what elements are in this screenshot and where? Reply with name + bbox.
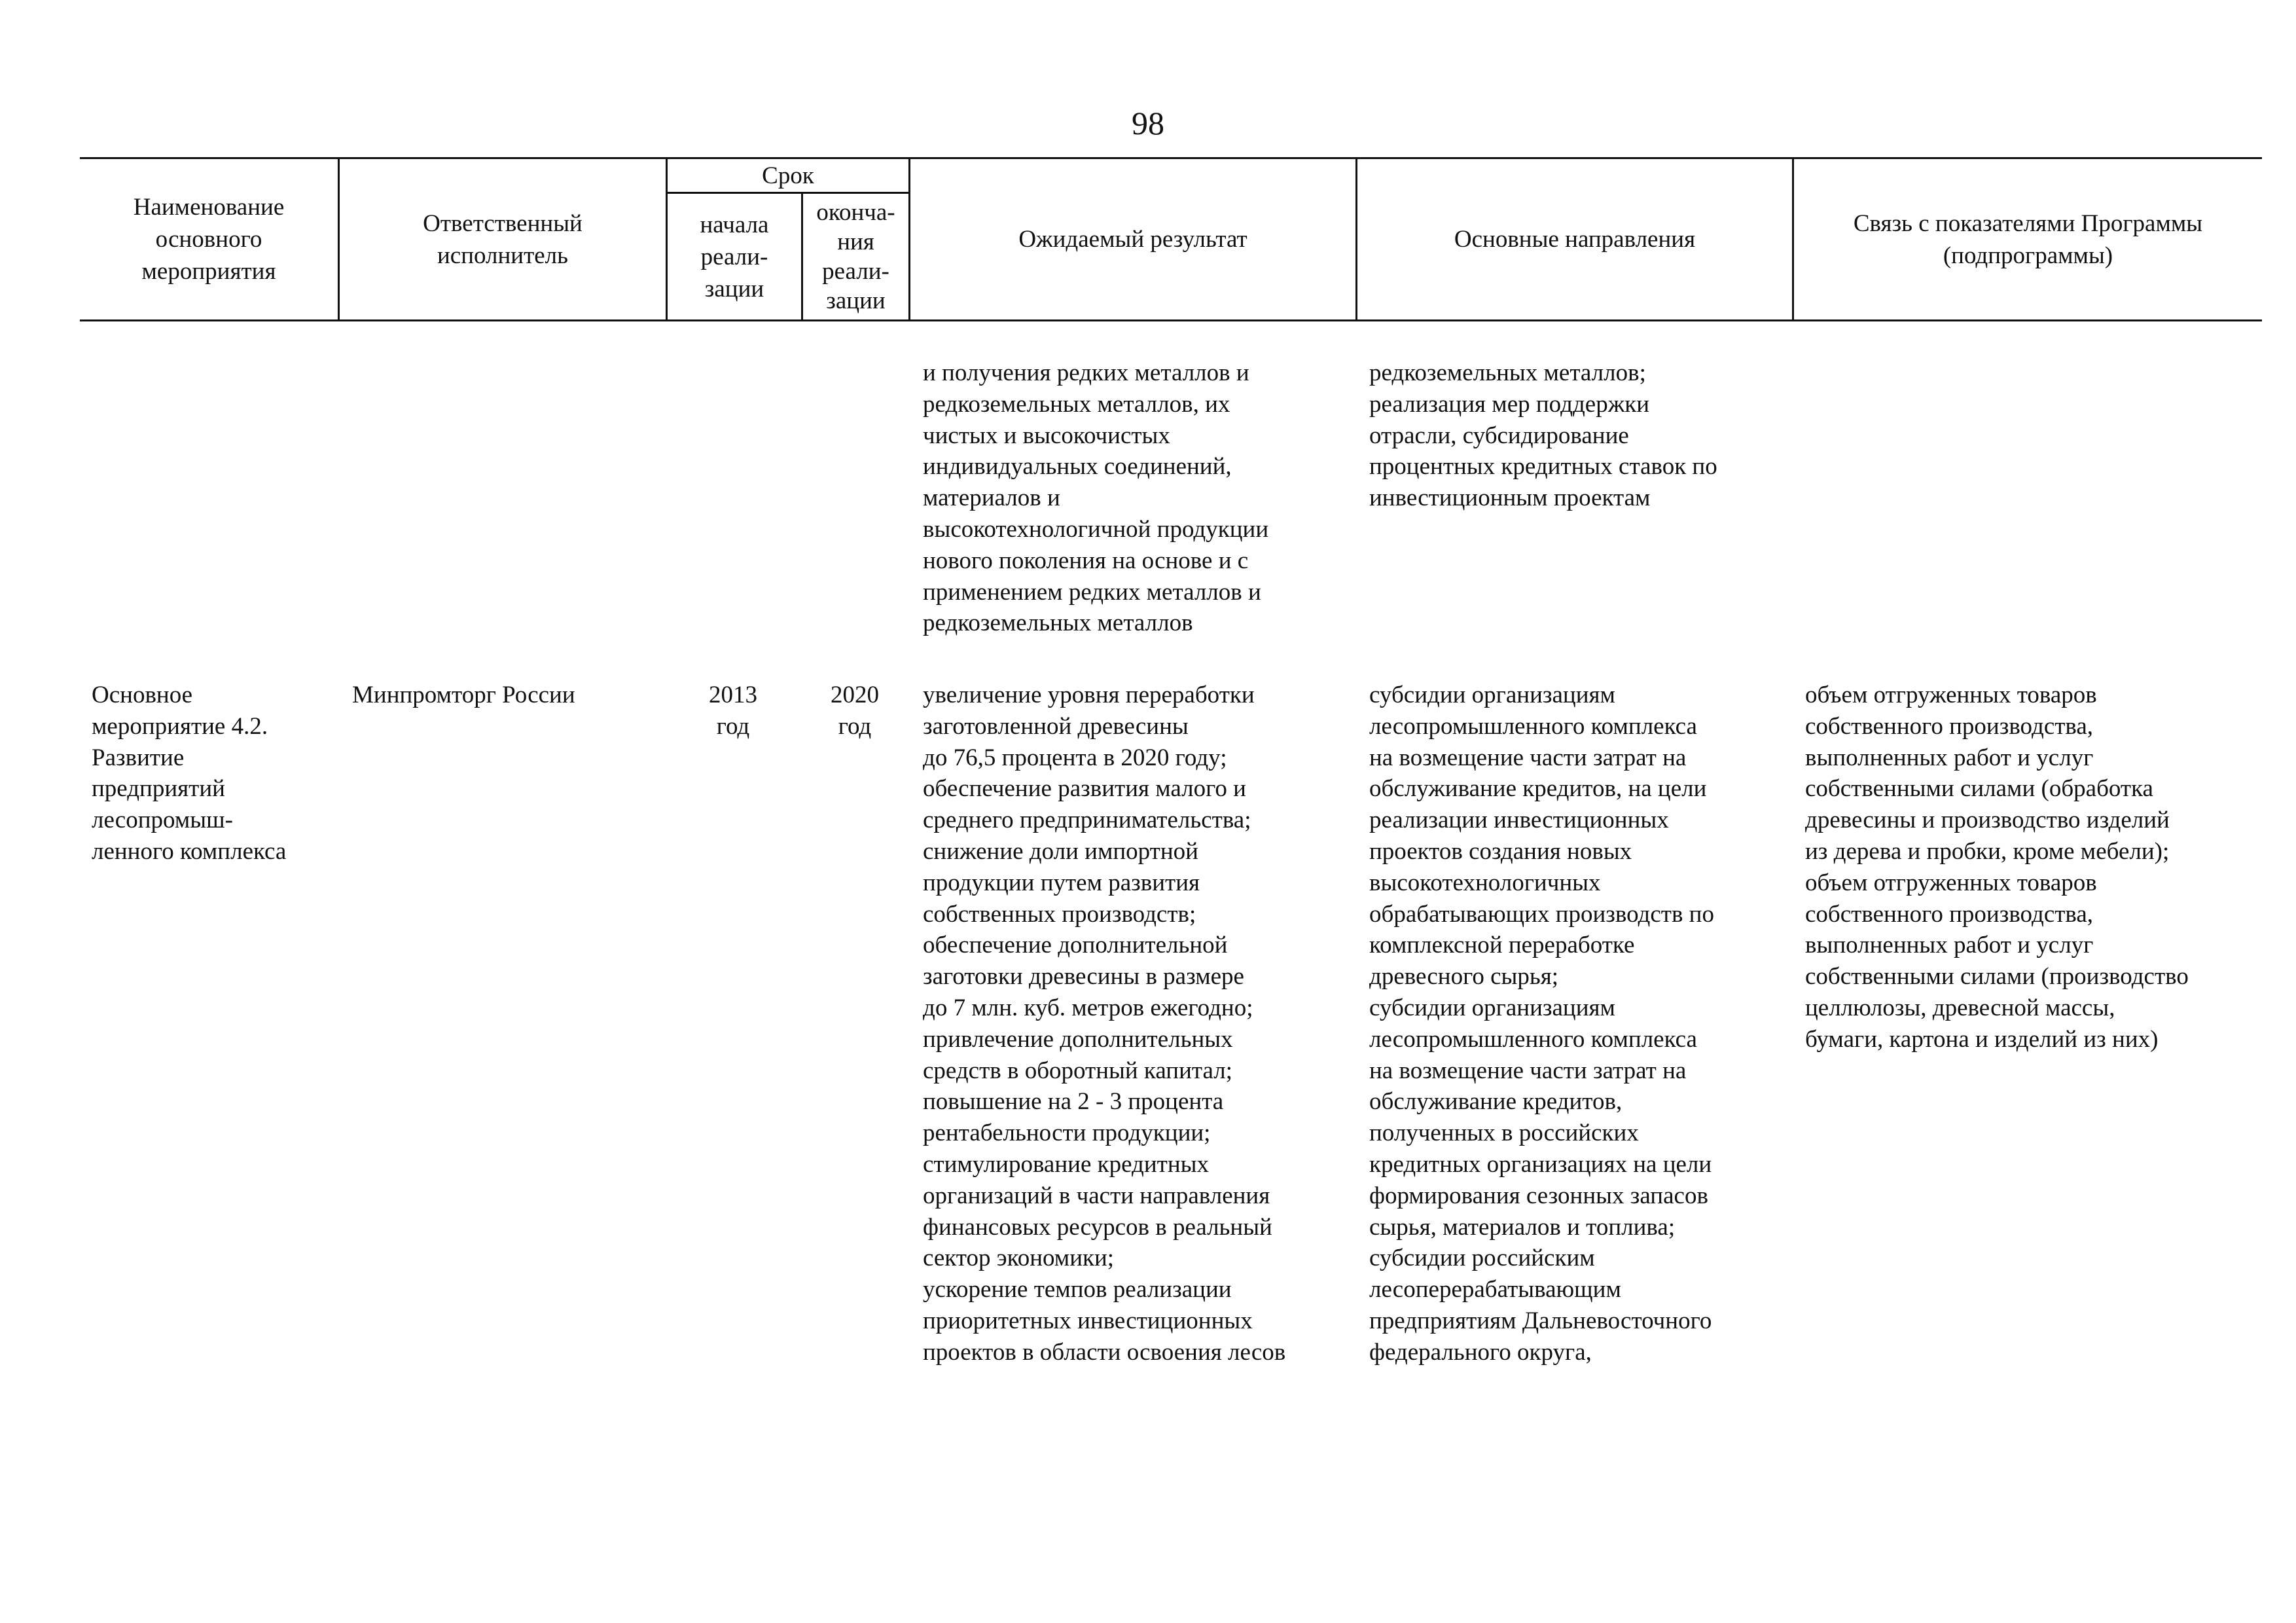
text-line: объем отгруженных товаров bbox=[1805, 869, 2097, 896]
text-line: проектов создания новых bbox=[1369, 837, 1632, 865]
text-line: привлечение дополнительных bbox=[923, 1025, 1233, 1053]
header-link-line: Связь с показателями Программы bbox=[1853, 210, 2203, 237]
text-line: рентабельности продукции; bbox=[923, 1120, 1211, 1147]
header-directions-label: Основные направления bbox=[1454, 226, 1696, 253]
text-line: обеспечение дополнительной bbox=[923, 932, 1228, 959]
text-line: объем отгруженных товаров bbox=[1805, 682, 2097, 708]
text-line: отрасли, субсидирование bbox=[1369, 422, 1629, 449]
text-line: собственного производства, bbox=[1805, 900, 2094, 928]
table-header-bottom-rule bbox=[80, 319, 2262, 321]
header-end-line: зации bbox=[826, 287, 886, 314]
header-name-line: Наименование bbox=[133, 194, 285, 221]
text-line: повышение на 2 - 3 процента bbox=[923, 1088, 1224, 1116]
text-line: редкоземельных металлов bbox=[923, 610, 1193, 637]
header-name-line: мероприятия bbox=[141, 258, 276, 285]
text-line: Развитие bbox=[92, 744, 185, 771]
row-4-2-end bbox=[804, 680, 906, 742]
row-4-2-link bbox=[1805, 680, 2189, 1055]
text-line: увеличение уровня переработки bbox=[923, 682, 1255, 708]
header-directions bbox=[1357, 159, 1792, 319]
header-start-line: зации bbox=[704, 275, 764, 302]
header-name-line: основного bbox=[155, 226, 262, 253]
text-line: редкоземельных металлов; bbox=[1369, 359, 1646, 386]
text-line: продукции путем развития bbox=[923, 869, 1200, 896]
text-line: древесины и производство изделий bbox=[1805, 807, 2170, 834]
text-line: до 76,5 процента в 2020 году; bbox=[923, 744, 1227, 771]
header-end-line: оконча- bbox=[816, 199, 895, 226]
page-number: 98 bbox=[1132, 105, 1164, 141]
row-4-2-result bbox=[923, 680, 1285, 1368]
header-executor-line: Ответственный bbox=[423, 210, 583, 237]
text-line: приоритетных инвестиционных bbox=[923, 1307, 1253, 1334]
text-line: чистых и высокочистых bbox=[923, 422, 1170, 449]
text-line: заготовки древесины в размере bbox=[923, 963, 1244, 991]
text-line: ускорение темпов реализации bbox=[923, 1276, 1232, 1304]
header-end-line: реали- bbox=[822, 258, 889, 285]
text-line: собственных производств; bbox=[923, 900, 1196, 928]
text-line: древесного сырья; bbox=[1369, 963, 1559, 991]
text-line: реализации инвестиционных bbox=[1369, 807, 1669, 834]
text-line: субсидии российским bbox=[1369, 1245, 1595, 1272]
text-line: ленного комплекса bbox=[92, 837, 287, 865]
text-line: из дерева и пробки, кроме мебели); bbox=[1805, 837, 2170, 865]
text-line: стимулирование кредитных bbox=[923, 1150, 1209, 1178]
text-line: нового поколения на основе и с bbox=[923, 547, 1249, 574]
header-start-line: начала bbox=[700, 211, 769, 238]
header-start bbox=[668, 194, 801, 319]
text-line: собственными силами (производство bbox=[1805, 963, 2189, 991]
text-line: выполненных работ и услуг bbox=[1805, 744, 2094, 771]
text-line: высокотехнологичной продукции bbox=[923, 515, 1269, 543]
text-line: индивидуальных соединений, bbox=[923, 453, 1232, 481]
text-line: обслуживание кредитов, на цели bbox=[1369, 775, 1707, 803]
text-line: финансовых ресурсов в реальный bbox=[923, 1213, 1272, 1241]
text-line: бумаги, картона и изделий из них) bbox=[1805, 1025, 2159, 1053]
row-4-2-start bbox=[681, 680, 785, 742]
header-result-label: Ожидаемый результат bbox=[1018, 226, 1247, 253]
row-4-2-executor bbox=[352, 680, 575, 711]
header-name bbox=[80, 159, 338, 319]
text-line: проектов в области освоения лесов bbox=[923, 1338, 1286, 1366]
text-line: лесоперерабатывающим bbox=[1369, 1276, 1621, 1304]
row-4-2-name bbox=[92, 680, 286, 867]
text-line: целлюлозы, древесной массы, bbox=[1805, 994, 2115, 1021]
text-line: лесопромышленного комплекса bbox=[1369, 712, 1697, 740]
text-line: формирования сезонных запасов bbox=[1369, 1182, 1708, 1209]
text-line: средств в оборотный капитал; bbox=[923, 1057, 1232, 1084]
text-line: на возмещение части затрат на bbox=[1369, 1057, 1687, 1084]
text-line: обеспечение развития малого и bbox=[923, 775, 1246, 803]
text-line: федерального округа, bbox=[1369, 1338, 1592, 1366]
text-line: среднего предпринимательства; bbox=[923, 807, 1251, 834]
text-line: на возмещение части затрат на bbox=[1369, 744, 1687, 771]
text-line: инвестиционным проектам bbox=[1369, 484, 1651, 512]
text-line: до 7 млн. куб. метров ежегодно; bbox=[923, 994, 1253, 1021]
text-line: предприятий bbox=[92, 775, 225, 803]
text-line: редкоземельных металлов, их bbox=[923, 390, 1230, 418]
text-line: лесопромышленного комплекса bbox=[1369, 1025, 1697, 1053]
row-4-2-directions bbox=[1369, 680, 1714, 1368]
text-line: высокотехнологичных bbox=[1369, 869, 1601, 896]
continuation-result bbox=[923, 357, 1268, 639]
text-line: собственными силами (обработка bbox=[1805, 775, 2153, 803]
text-line: Основное bbox=[92, 682, 193, 708]
header-term bbox=[668, 159, 908, 192]
header-link bbox=[1794, 159, 2262, 319]
header-end bbox=[803, 194, 908, 319]
executor-text: Минпромторг России bbox=[352, 682, 575, 708]
header-executor bbox=[340, 159, 666, 319]
text-line: сектор экономики; bbox=[923, 1245, 1115, 1272]
text-line: применением редких металлов и bbox=[923, 578, 1261, 606]
text-line: предприятиям Дальневосточного bbox=[1369, 1307, 1712, 1334]
text-line: и получения редких металлов и bbox=[923, 359, 1249, 386]
header-result bbox=[910, 159, 1355, 319]
header-executor-line: исполнитель bbox=[437, 242, 569, 269]
text-line: субсидии организациям bbox=[1369, 994, 1615, 1021]
text-line: собственного производства, bbox=[1805, 712, 2094, 740]
text-line: 2020 bbox=[831, 682, 879, 708]
text-line: комплексной переработке bbox=[1369, 932, 1635, 959]
text-line: заготовленной древесины bbox=[923, 712, 1189, 740]
text-line: сырья, материалов и топлива; bbox=[1369, 1213, 1676, 1241]
text-line: материалов и bbox=[923, 484, 1060, 512]
text-line: организаций в части направления bbox=[923, 1182, 1270, 1209]
text-line: обрабатывающих производств по bbox=[1369, 900, 1714, 928]
text-line: год bbox=[838, 712, 872, 740]
text-line: обслуживание кредитов, bbox=[1369, 1088, 1623, 1116]
header-term-label: Срок bbox=[762, 162, 814, 189]
continuation-directions bbox=[1369, 357, 1717, 514]
text-line: 2013 bbox=[709, 682, 757, 708]
text-line: лесопромыш- bbox=[92, 807, 233, 834]
text-line: год bbox=[716, 712, 750, 740]
text-line: субсидии организациям bbox=[1369, 682, 1615, 708]
text-line: мероприятие 4.2. bbox=[92, 712, 268, 740]
text-line: полученных в российских bbox=[1369, 1120, 1639, 1147]
text-line: выполненных работ и услуг bbox=[1805, 932, 2094, 959]
header-start-line: реали- bbox=[700, 243, 768, 270]
text-line: процентных кредитных ставок по bbox=[1369, 453, 1717, 481]
text-line: снижение доли импортной bbox=[923, 837, 1198, 865]
header-end-line: ния bbox=[837, 228, 874, 255]
text-line: кредитных организациях на цели bbox=[1369, 1150, 1712, 1178]
text-line: реализация мер поддержки bbox=[1369, 390, 1650, 418]
header-link-line: (подпрограммы) bbox=[1943, 242, 2113, 269]
